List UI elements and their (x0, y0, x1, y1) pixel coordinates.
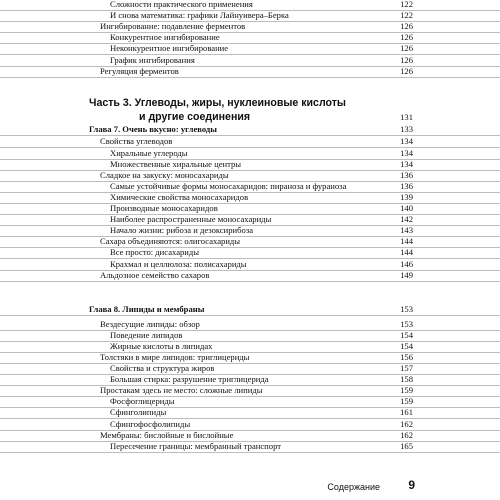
toc-entry-title: Фосфоглицериды (110, 396, 175, 407)
toc-entry-page: 122 (400, 0, 413, 9)
footer-page-number: 9 (408, 478, 415, 492)
toc-entry-page: 146 (400, 258, 413, 269)
toc-entry-page: 126 (400, 32, 413, 43)
toc-entry-page: 165 (400, 440, 413, 451)
toc-entry-page: 122 (400, 10, 413, 21)
toc-entry-page: 126 (400, 21, 413, 32)
toc-entry-page: 134 (400, 147, 413, 158)
toc-entry-page: 143 (400, 225, 413, 236)
toc-entry-title: Конкурентное ингибирование (110, 32, 220, 43)
page-footer (0, 478, 500, 498)
toc-entry-title: Наиболее распространенные моносахариды (110, 214, 272, 225)
toc-entry-title: Крахмал и целлюлоза: полисахариды (110, 258, 247, 269)
toc-entry-page: 126 (400, 54, 413, 65)
toc-entry-title: Простакам здесь не место: сложные липиды (100, 385, 263, 396)
toc-entry-title: Ингибирование: подавление ферментов (100, 21, 246, 32)
toc-entry-title: Сахара объединяются: олигосахариды (100, 236, 241, 247)
toc-entry-title: Большая стирка: разрушение триглицерида (110, 374, 269, 385)
toc-entry-title: Альдозное семейство сахаров (100, 269, 210, 280)
toc-entry-page: 136 (400, 180, 413, 191)
toc-entry-page: 144 (400, 236, 413, 247)
toc-entry-title: Глава 7. Очень вкусно: углеводы (89, 124, 217, 134)
toc-entry-page: 158 (400, 374, 413, 385)
toc-entry-title: И снова математика: графики Лайнуивера–Берка (110, 10, 289, 21)
toc-entry (0, 441, 500, 453)
toc-entry-title: Производные моносахаридов (110, 203, 218, 213)
toc-entry-page: 154 (400, 340, 413, 351)
part-page-number: 131 (400, 112, 413, 122)
toc-entry-page: 157 (400, 363, 413, 373)
toc-entry (0, 270, 500, 282)
toc-entry-title: Множественные хиральные центры (110, 158, 242, 169)
toc-entry-title: Регуляция ферментов (100, 65, 179, 76)
toc-entry-title: Все просто: дисахариды (110, 247, 200, 258)
toc-entry (0, 124, 500, 136)
toc-entry-title: Сфинголипиды (110, 407, 167, 418)
toc-entry-title: Вездесущие липиды: обзор (100, 318, 200, 329)
toc-entry-page: 149 (400, 269, 413, 280)
toc-entry-page: 134 (400, 158, 413, 169)
toc-entry-title: Химические свойства моносахаридов (110, 191, 249, 202)
toc-entry-page: 161 (400, 407, 413, 418)
toc-entry-title: Начало жизни: рибоза и дезоксирибоза (110, 225, 254, 236)
toc-entry-title: Свойства и структура жиров (110, 363, 215, 373)
toc-entry-page: 156 (400, 351, 413, 362)
toc-entry-title: Глава 8. Липиды и мембраны (89, 304, 205, 314)
footer-section-label: Содержание (327, 482, 380, 492)
toc-entry (0, 66, 500, 78)
toc-entry-page: 153 (400, 318, 413, 329)
toc-entry-title: Пересечение границы: мембранный транспорт (110, 440, 282, 451)
toc-entry-page: 133 (400, 124, 413, 134)
toc-entry-page: 144 (400, 247, 413, 258)
toc-entry-page: 140 (400, 203, 413, 213)
part-title-line1: Часть 3. Углеводы, жиры, нуклеиновые кислоты (89, 97, 346, 109)
toc-entry-title: Мембраны: бислойные и бислойные (100, 429, 234, 440)
toc-entry-title: Поведение липидов (110, 329, 183, 340)
toc-entry-page: 153 (400, 304, 413, 314)
part-title-line2: и другие соединения (139, 111, 251, 123)
toc-entry-title: Жирные кислоты в липидах (110, 340, 213, 351)
toc-entry-title: Неконкурентное ингибирование (110, 43, 229, 54)
toc-entry-title: Хиральные углероды (110, 147, 188, 158)
toc-entry-title: Толстяки в мире липидов: триглицериды (100, 351, 250, 362)
toc-entry-page: 126 (400, 43, 413, 54)
toc-entry-page: 136 (400, 169, 413, 180)
toc-entry-page: 162 (400, 429, 413, 440)
part-heading (89, 96, 419, 124)
toc-entry-page: 126 (400, 65, 413, 76)
toc-entry-page: 142 (400, 214, 413, 225)
toc-entry-title: График ингибирования (110, 54, 195, 65)
toc-entry-page: 134 (400, 136, 413, 147)
toc-entry-title: Сфингофосфолипиды (110, 418, 191, 429)
toc-entry-page: 139 (400, 191, 413, 202)
toc-entry-page: 159 (400, 396, 413, 407)
toc-entry-title: Сладкое на закуску: моносахариды (100, 169, 229, 180)
toc-entry-page: 162 (400, 418, 413, 429)
toc-entry-title: Свойства углеводов (100, 136, 173, 147)
toc-entry-title: Сложности практического применения (110, 0, 253, 9)
toc-entry (0, 304, 500, 316)
toc-entry-title: Самые устойчивые формы моносахаридов: пираноза и фураноза (110, 180, 347, 191)
toc-entry-page: 154 (400, 329, 413, 340)
toc-entry-page: 159 (400, 385, 413, 396)
